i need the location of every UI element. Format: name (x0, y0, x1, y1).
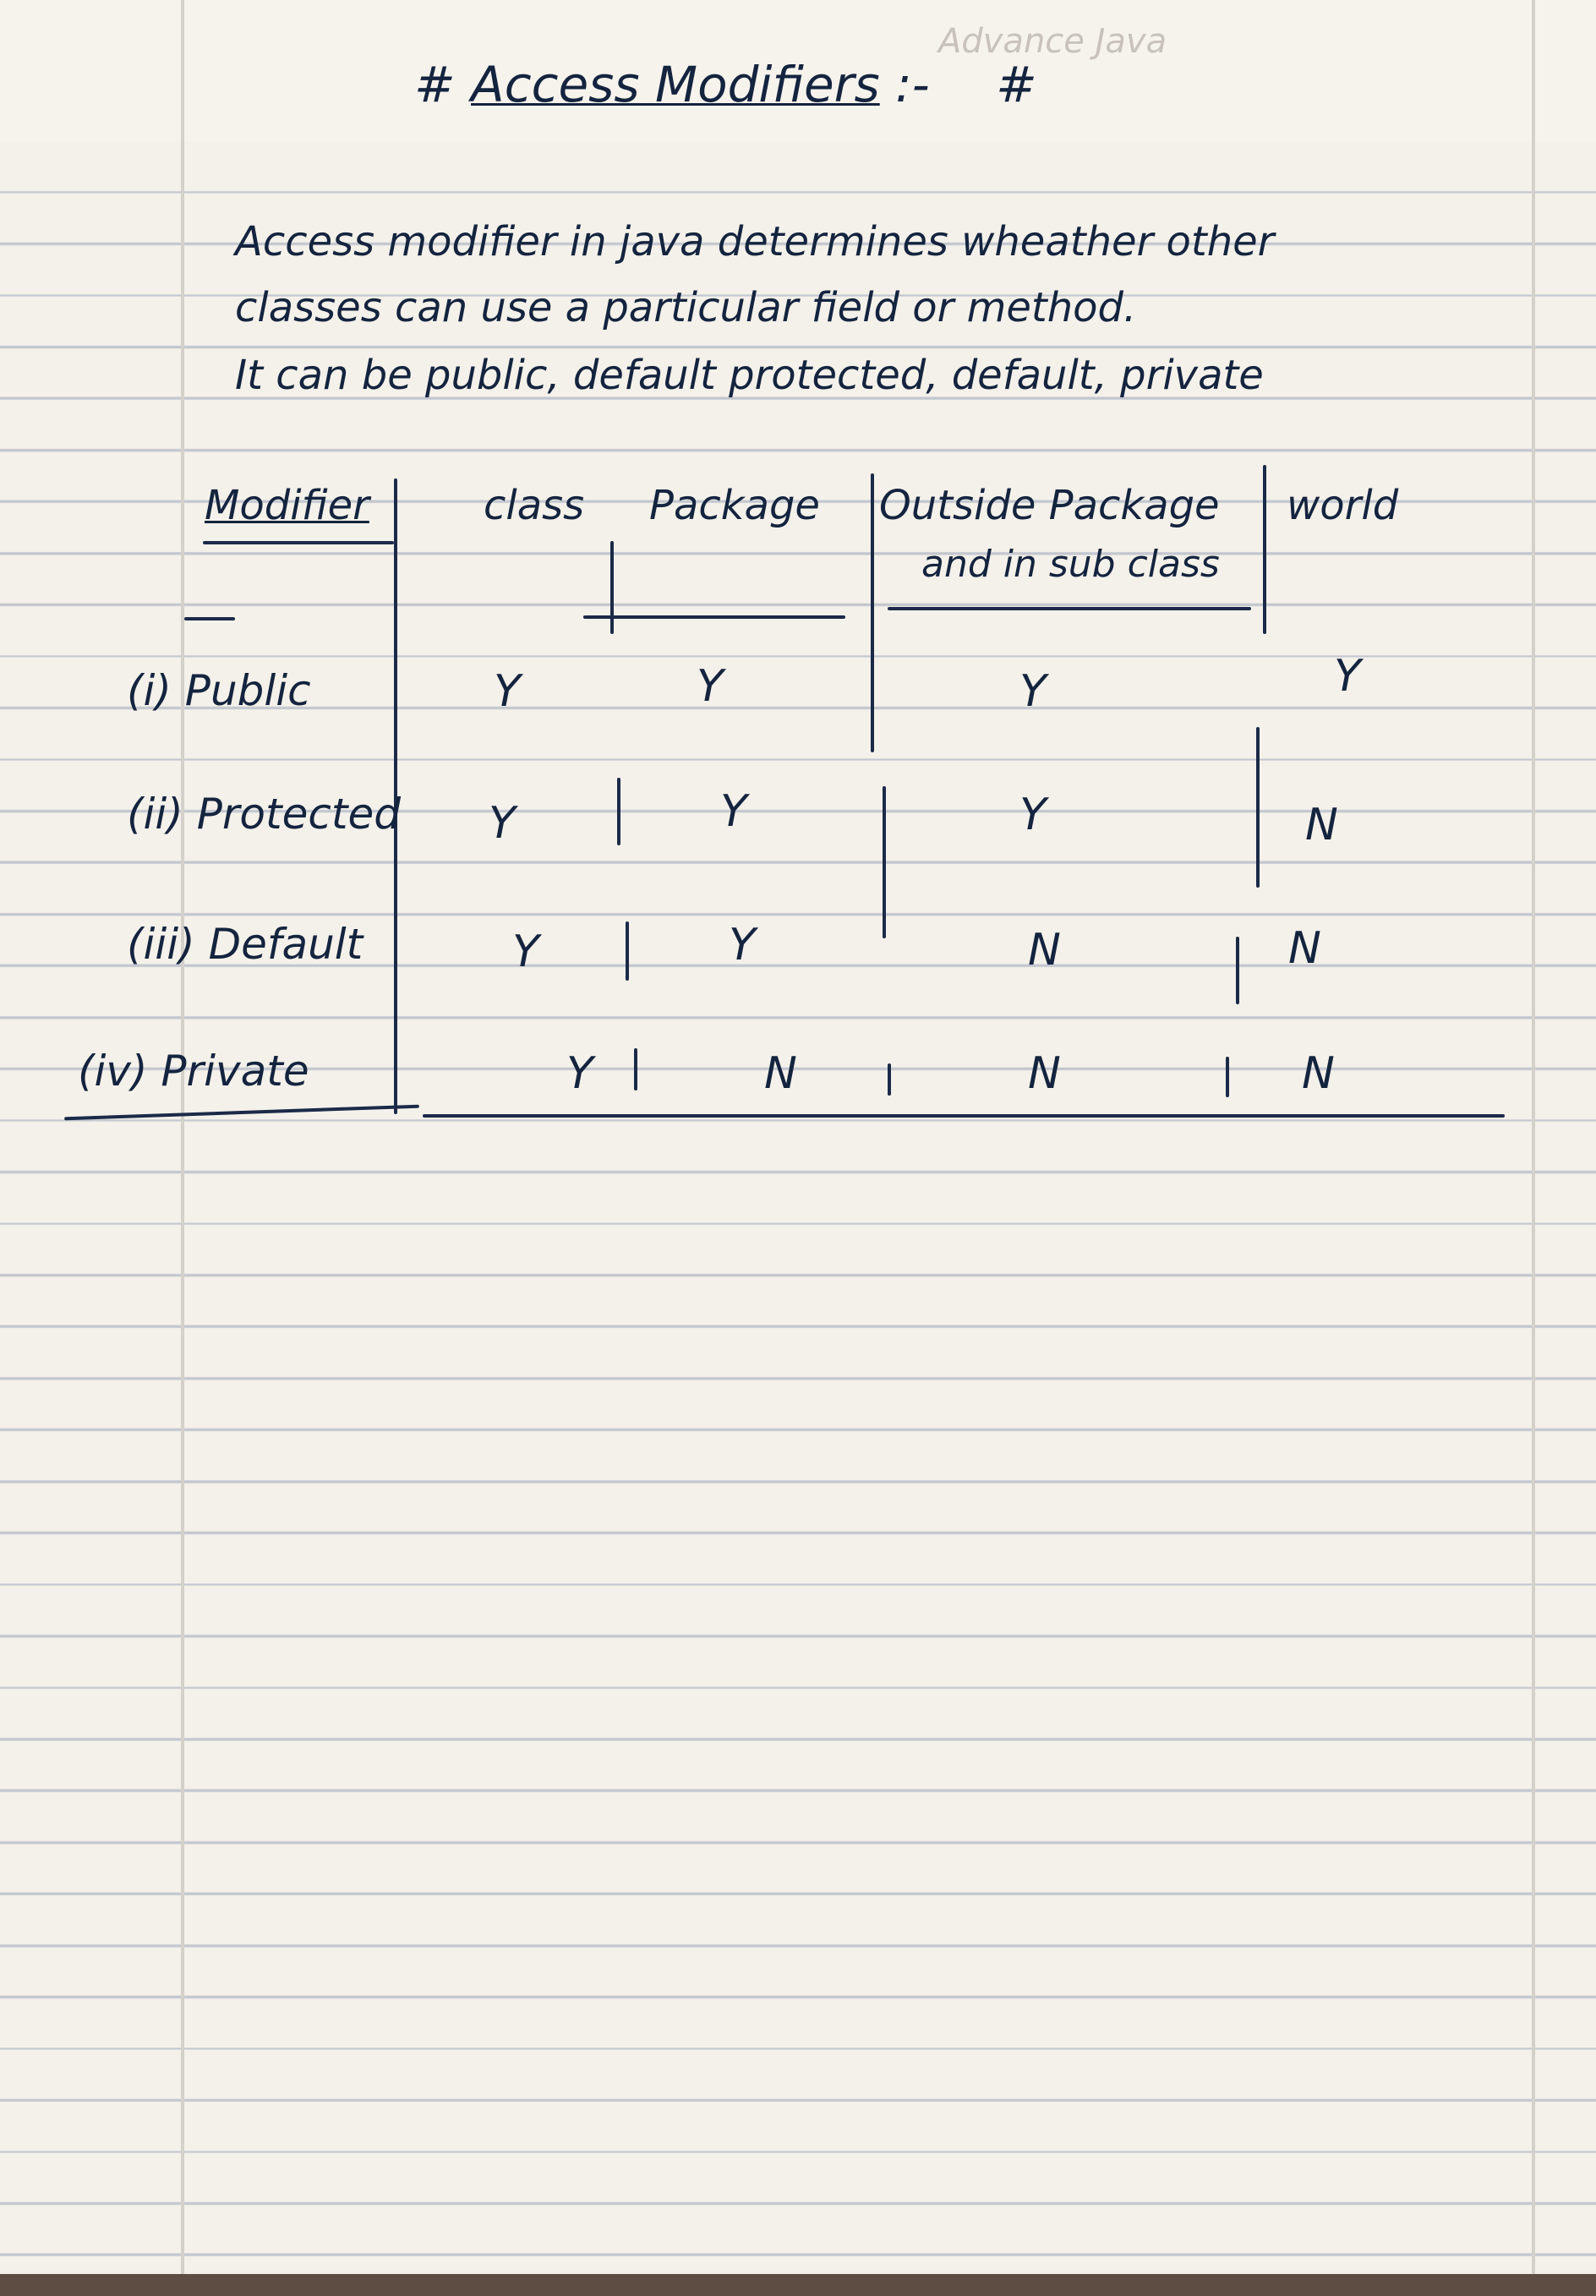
column-divider-4a (1263, 465, 1266, 634)
column-divider-4b (1256, 727, 1260, 888)
cell-public-outside: Y (1019, 666, 1047, 717)
header-underline (203, 541, 394, 544)
header-modifier: Modifier (205, 482, 369, 529)
cell-public-class: Y (494, 666, 521, 717)
column-divider-4c (1236, 937, 1239, 1004)
title-main: Access Modifiers (471, 56, 880, 113)
cell-public-world: Y (1334, 651, 1361, 702)
cell-private-outside: N (1028, 1048, 1061, 1099)
title-suffix: :- (879, 56, 930, 113)
header-separator-right (888, 607, 1251, 610)
header-world: world (1287, 482, 1399, 529)
header-outside-subclass: and in sub class (921, 543, 1220, 586)
row-label-private: (iv) Private (78, 1047, 309, 1096)
right-margin-line (1532, 0, 1535, 2274)
column-divider-3a (871, 473, 874, 752)
cell-default-package: Y (729, 920, 756, 970)
cell-protected-outside: Y (1019, 790, 1047, 840)
left-margin-line (181, 0, 184, 2274)
column-divider-2c (626, 921, 629, 981)
cell-default-outside: N (1028, 925, 1061, 976)
cell-protected-package: Y (720, 786, 747, 837)
cell-protected-world: N (1305, 800, 1338, 850)
faint-bleed-through-note: Advance Java (938, 22, 1167, 61)
column-divider-3c (888, 1063, 891, 1096)
page-bottom-edge (0, 2274, 1596, 2296)
paragraph-line-2: classes can use a particular field or method. (235, 284, 1137, 331)
paragraph-line-3: It can be public, default protected, default, private (235, 352, 1264, 399)
cell-protected-class: Y (489, 798, 516, 849)
cell-private-package: N (764, 1048, 797, 1099)
column-divider-2a (610, 541, 614, 634)
table-bottom-line-left (64, 1105, 419, 1121)
column-divider-4d (1226, 1057, 1229, 1097)
row-label-default: (iii) Default (127, 920, 363, 969)
cell-public-package: Y (697, 661, 724, 712)
header-class: class (484, 482, 585, 529)
column-divider-2d (634, 1048, 637, 1091)
title-trailing-hash: # (996, 56, 1037, 113)
header-separator-mid (583, 615, 845, 619)
cell-default-class: Y (512, 927, 539, 977)
cell-private-class: Y (566, 1048, 593, 1099)
cell-private-world: N (1302, 1048, 1335, 1099)
paragraph-line-1: Access modifier in java determines wheather other (235, 218, 1275, 265)
column-divider-2b (617, 778, 620, 845)
header-package: Package (649, 482, 820, 529)
title-prefix: # (414, 56, 472, 113)
header-outside-package: Outside Package (879, 482, 1220, 529)
row-label-public: (i) Public (127, 666, 311, 715)
header-separator-left (184, 617, 235, 620)
table-bottom-line-right (423, 1114, 1505, 1118)
column-divider-3b (883, 786, 886, 938)
row-label-protected: (ii) Protected (127, 790, 401, 839)
page-title (414, 56, 1037, 113)
cell-default-world: N (1288, 923, 1321, 974)
